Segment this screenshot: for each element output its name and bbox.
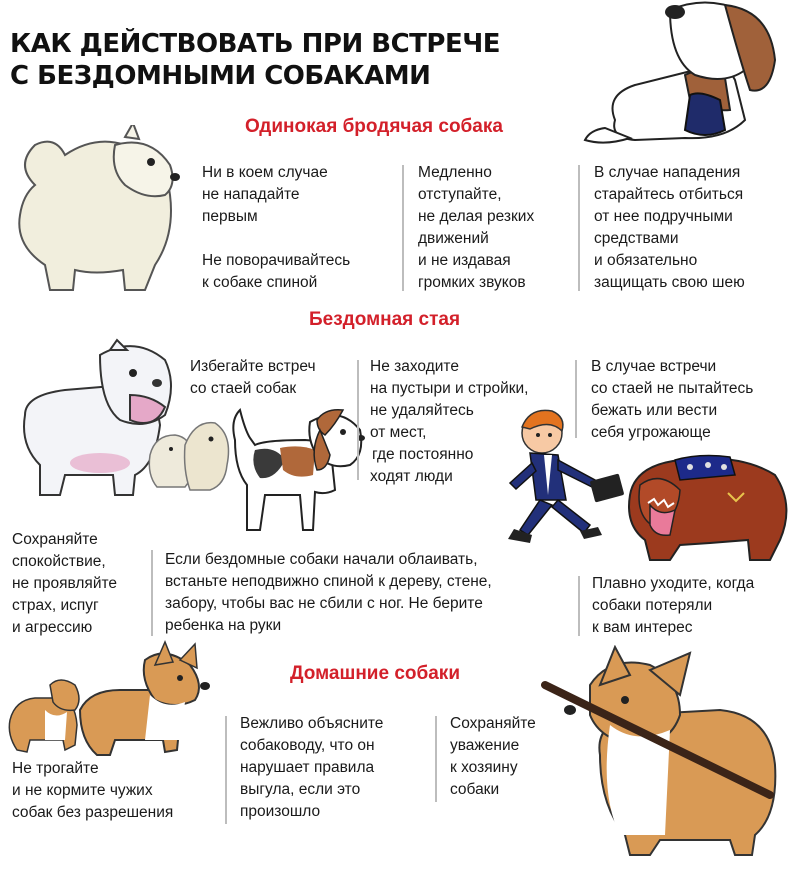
lone-dog-tip-2-line-6: громких звуков	[418, 274, 526, 291]
domestic-tip-3	[450, 713, 536, 801]
section-heading-domestic: Домашние собаки	[290, 663, 460, 684]
pack-tip-3-line-1: В случае встречи	[591, 358, 717, 375]
pack-tip-5	[165, 549, 492, 637]
divider	[402, 165, 404, 291]
domestic-tip-2-line-3: нарушает правила	[240, 759, 375, 776]
pack-tip-2-line-2: на пустыри и стройки,	[370, 380, 529, 397]
lone-dog-tip-3-line-5: и обязательно	[594, 252, 698, 269]
domestic-tip-3-line-4: собаки	[450, 781, 500, 798]
domestic-tip-2-line-5: произошло	[240, 803, 321, 820]
divider	[578, 165, 580, 291]
pack-tip-4-line-5: и агрессию	[12, 619, 93, 636]
lone-dog-tip-2-line-3: не делая резких	[418, 208, 535, 225]
lone-dog-tip-2-line-4: движений	[418, 230, 489, 247]
pack-tip-4-line-2: спокойствие,	[12, 553, 106, 570]
pack-tip-3-line-3: бежать или вести	[591, 402, 718, 419]
domestic-tip-2-line-1: Вежливо объясните	[240, 715, 384, 732]
pack-tip-3-line-4: себя угрожающе	[591, 424, 711, 441]
section-heading-pack: Бездомная стая	[309, 309, 461, 330]
lone-dog-tip-1-line-3: первым	[202, 208, 258, 225]
page-title-line-1: КАК ДЕЙСТВОВАТЬ ПРИ ВСТРЕЧЕ	[10, 29, 500, 59]
pack-tip-4-line-1: Сохраняйте	[12, 531, 98, 548]
domestic-tip-3-line-1: Сохраняйте	[450, 715, 536, 732]
pack-tip-5-line-1: Если бездомные собаки начали облаивать,	[165, 551, 478, 568]
pack-tip-6	[592, 573, 754, 639]
page-title	[10, 28, 570, 92]
pack-tip-5-line-3: забору, чтобы вас не сбили с ног. Не берите	[165, 595, 483, 612]
lone-dog-tip-2-line-1: Медленно	[418, 164, 492, 181]
lone-dog-tip-2-line-2: отступайте,	[418, 186, 502, 203]
pack-tip-5-line-4: ребенка на руки	[165, 617, 282, 634]
pack-tip-2-line-6: ходят люди	[370, 468, 453, 485]
pack-tip-4	[12, 529, 117, 639]
lone-dog-tip-3-line-2: старайтесь отбиться	[594, 186, 744, 203]
white-spitz-illustration	[5, 125, 190, 295]
pack-tip-2-line-4: от мест,	[370, 424, 427, 441]
domestic-tip-3-line-2: уважение	[450, 737, 520, 754]
pack-tip-6-line-3: к вам интерес	[592, 619, 693, 636]
lone-dog-tip-3-line-1: В случае нападения	[594, 164, 741, 181]
divider	[435, 716, 437, 802]
small-fluffy-dogs-illustration	[145, 415, 235, 495]
divider	[357, 360, 359, 480]
pack-tip-2	[370, 356, 529, 488]
pack-tip-6-line-1: Плавно уходите, когда	[592, 575, 755, 592]
pack-tip-6-line-2: собаки потеряли	[592, 597, 713, 614]
lone-dog-tip-3-line-4: средствами	[594, 230, 679, 247]
pack-tip-1-line-1: Избегайте встреч	[190, 358, 316, 375]
lone-dog-tip-1-line-1: Ни в коем случае	[202, 164, 328, 181]
domestic-tip-1-line-2: и не кормите чужих	[12, 782, 153, 799]
domestic-tip-1-line-3: собак без разрешения	[12, 804, 174, 821]
domestic-tip-2	[240, 713, 383, 823]
corgi-with-stick-illustration	[540, 645, 795, 860]
angry-bulldog-illustration	[620, 445, 795, 565]
corgis-illustration	[5, 640, 220, 765]
pack-tip-3-line-2: со стаей не пытайтесь	[591, 380, 754, 397]
domestic-tip-3-line-3: к хозяину	[450, 759, 518, 776]
lone-dog-tip-2	[418, 162, 534, 294]
page-title-line-2: С БЕЗДОМНЫМИ СОБАКАМИ	[10, 61, 431, 91]
pack-tip-2-line-5: где постоянно	[372, 446, 474, 463]
pack-tip-2-line-3: не удаляйтесь	[370, 402, 474, 419]
pack-tip-1	[190, 356, 316, 400]
beagle-with-slipper-illustration	[575, 0, 795, 150]
pack-tip-2-line-1: Не заходите	[370, 358, 459, 375]
lone-dog-tip-3-line-6: защищать свою шею	[594, 274, 745, 291]
lone-dog-tip-3-line-3: от нее подручными	[594, 208, 733, 225]
pack-tip-4-line-3: не проявляйте	[12, 575, 118, 592]
pack-tip-4-line-4: страх, испуг	[12, 597, 99, 614]
domestic-tip-2-line-2: собаководу, что он	[240, 737, 375, 754]
pack-tip-1-line-2: со стаей собак	[190, 380, 297, 397]
section-heading-lone-dog: Одинокая бродячая собака	[245, 116, 503, 137]
lone-dog-tip-1b-line-1: Не поворачивайтесь	[202, 252, 351, 269]
lone-dog-tip-3	[594, 162, 745, 294]
pack-tip-3	[591, 356, 753, 444]
pack-tip-5-line-2: встаньте неподвижно спиной к дереву, стене,	[165, 573, 492, 590]
divider	[151, 550, 153, 636]
beagle-illustration	[225, 400, 375, 535]
lone-dog-tip-2-line-5: и не издавая	[418, 252, 511, 269]
lone-dog-tip-1	[202, 162, 350, 294]
divider	[575, 360, 577, 438]
divider	[225, 716, 227, 824]
domestic-tip-2-line-4: выгула, если это	[240, 781, 361, 798]
domestic-tip-1	[12, 758, 173, 824]
divider	[578, 576, 580, 636]
domestic-tip-1-line-1: Не трогайте	[12, 760, 99, 777]
lone-dog-tip-1b-line-2: к собаке спиной	[202, 274, 318, 291]
lone-dog-tip-1-line-2: не нападайте	[202, 186, 300, 203]
